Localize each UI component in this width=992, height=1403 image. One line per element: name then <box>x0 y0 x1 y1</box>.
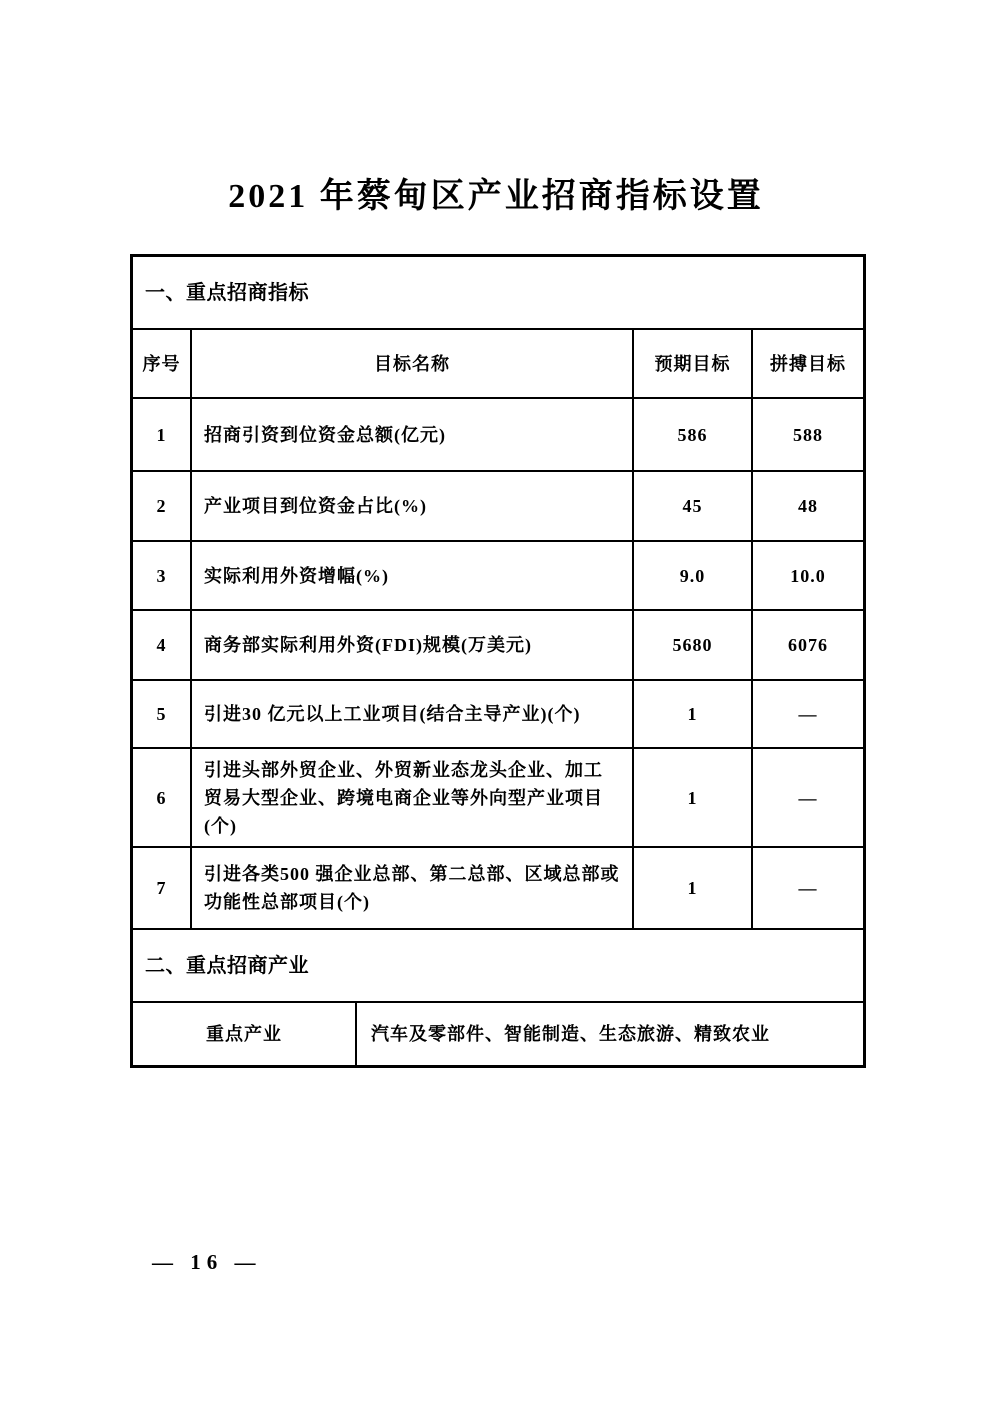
col-header-expected: 预期目标 <box>632 330 751 397</box>
row-no: 7 <box>156 878 167 898</box>
row-stretch: 48 <box>751 472 863 540</box>
table-row <box>133 679 863 747</box>
section2-header-row <box>133 928 863 1001</box>
row-expected: 1 <box>632 681 751 747</box>
row-no: 5 <box>156 704 167 724</box>
row-no: 2 <box>156 496 167 516</box>
row-name: 引进各类500 强企业总部、第二总部、区域总部或功能性总部项目(个) <box>190 848 632 928</box>
row-no: 4 <box>156 635 167 655</box>
row-no: 1 <box>156 424 167 445</box>
section1-header-row <box>133 257 863 328</box>
row-stretch: 6076 <box>751 611 863 679</box>
table-row <box>133 540 863 609</box>
row-name: 商务部实际利用外资(FDI)规模(万美元) <box>190 611 632 679</box>
col-header-stretch: 拼搏目标 <box>751 330 863 397</box>
row-stretch: 10.0 <box>751 542 863 609</box>
section1-header: 一、重点招商指标 <box>145 281 309 304</box>
table-row <box>133 846 863 928</box>
row-expected: 1 <box>632 848 751 928</box>
industry-row <box>133 1001 863 1065</box>
col-header-no: 序号 <box>142 353 181 374</box>
table-row <box>133 609 863 679</box>
industry-label: 重点产业 <box>206 1024 282 1044</box>
row-stretch: — <box>751 848 863 928</box>
page-title: 2021 年蔡甸区产业招商指标设置 <box>228 178 764 215</box>
table-row <box>133 747 863 846</box>
row-expected: 1 <box>632 749 751 846</box>
page-number: — 16 — <box>152 1250 262 1274</box>
indicators-table <box>130 254 866 1068</box>
row-expected: 586 <box>632 399 751 470</box>
industry-value: 汽车及零部件、智能制造、生态旅游、精致农业 <box>355 1003 863 1065</box>
row-name: 产业项目到位资金占比(%) <box>190 472 632 540</box>
row-no: 6 <box>156 787 167 808</box>
col-header-name: 目标名称 <box>190 330 632 397</box>
row-stretch: — <box>751 749 863 846</box>
row-name: 引进30 亿元以上工业项目(结合主导产业)(个) <box>190 681 632 747</box>
row-name: 招商引资到位资金总额(亿元) <box>190 399 632 470</box>
row-name: 实际利用外资增幅(%) <box>190 542 632 609</box>
row-stretch: 588 <box>751 399 863 470</box>
row-expected: 45 <box>632 472 751 540</box>
table-row <box>133 397 863 470</box>
row-expected: 5680 <box>632 611 751 679</box>
row-no: 3 <box>156 565 167 586</box>
row-stretch: — <box>751 681 863 747</box>
row-expected: 9.0 <box>632 542 751 609</box>
table-row <box>133 470 863 540</box>
section2-header: 二、重点招商产业 <box>145 954 309 977</box>
row-name: 引进头部外贸企业、外贸新业态龙头企业、加工贸易大型企业、跨境电商企业等外向型产业项目(个) <box>190 749 632 846</box>
column-header-row <box>133 328 863 397</box>
